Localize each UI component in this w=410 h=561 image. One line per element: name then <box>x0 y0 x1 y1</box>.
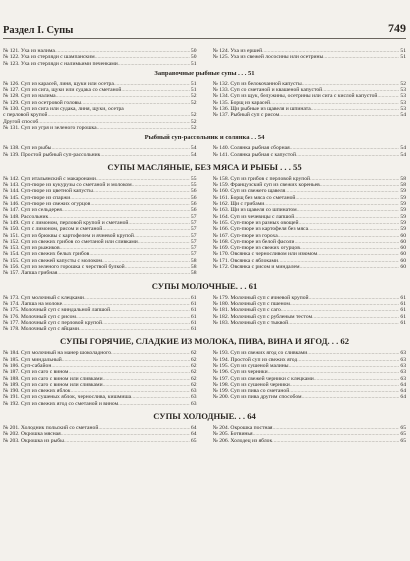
toc-entry-page: 58 <box>400 175 406 182</box>
toc-entry-page: 56 <box>190 201 197 208</box>
toc-entry-title: № 205. Ботвинья <box>212 431 253 438</box>
toc-entry-title: № 167. Суп-пюре из гороха <box>212 232 278 239</box>
toc-entry-page: 58 <box>400 182 406 189</box>
toc-entry-page: 60 <box>400 245 406 252</box>
toc-entry-page: 65 <box>400 437 406 444</box>
toc-entry <box>3 125 197 131</box>
toc-entry-page: 51 <box>190 80 197 87</box>
toc-entry-page: 63 <box>400 362 406 369</box>
leader-dots <box>118 401 190 407</box>
toc-entry-page: 61 <box>190 326 197 333</box>
section-title: СУПЫ МОЛОЧНЫЕ. . . 61 <box>151 280 258 291</box>
toc-entry-page: 61 <box>190 319 197 326</box>
running-header <box>3 20 406 39</box>
toc-entry-page: 54 <box>400 151 406 158</box>
toc-entry-title: № 140. Солянка рыбная сборная <box>212 145 290 152</box>
toc-entry-title: с перловой крупой <box>3 112 48 119</box>
leader-dots <box>272 438 399 444</box>
toc-entry-title: № 144. Суп-пюре из цветной капусты <box>3 188 93 195</box>
toc-entry-page: 51 <box>400 54 406 61</box>
section-title: СУПЫ ГОРЯЧИЕ, СЛАДКИЕ ИЗ МОЛОКА, ПИВА, ВИНА И ЯГОД. . . 62 <box>60 336 349 347</box>
toc-entry-title: № 202. Окрошка мясная <box>3 431 61 438</box>
toc-entry-page: 62 <box>190 362 197 369</box>
toc-entry-title: № 191. Суп из сушеных яблок, чернослива, кишмиша <box>3 394 132 401</box>
toc-entry-title: № 197. Суп из свежей черники с клецками <box>212 375 314 382</box>
toc-block <box>3 350 406 407</box>
toc-block <box>3 295 406 333</box>
toc-entry-title: № 179. Молочный суп с ячневой крупой <box>212 294 309 301</box>
toc-entry-title: № 186. Суп-сабайон <box>3 362 52 369</box>
toc-entry-title: № 126. Суп из карасей, линя, щуки или осетра <box>3 80 114 87</box>
toc-entry-page: 63 <box>400 375 406 382</box>
subsection-title: Заправочные рыбные супы . . . 51 <box>154 69 255 77</box>
toc-entry-title: № 152. Суп из свежих грибов со сметаной или сливками <box>3 238 138 245</box>
page-number: 749 <box>388 21 406 35</box>
toc-entry-title: № 153. Суп из рыжиков <box>3 245 60 252</box>
toc-entry-title: Другой способ <box>3 118 39 125</box>
toc-column-right <box>213 48 407 67</box>
toc-entry-title: № 128. Суп из налима <box>3 93 56 100</box>
toc-entry-title: № 145. Суп-пюре из спаржи <box>3 194 71 201</box>
toc-entry-title: № 150. Суп с лимоном, рисом и сметаной <box>3 226 103 233</box>
toc-column-left <box>3 176 197 277</box>
toc-entry-title: № 193. Суп из свежих ягод со сливками <box>212 350 308 357</box>
toc-entry-title: № 190. Суп из свежих яблок <box>3 388 71 395</box>
leader-dots <box>64 438 190 444</box>
toc-entry-title: № 199. Суп из пива со сметаной <box>212 388 290 395</box>
toc-entry-title: № 127. Суп из сига, щуки или судака со сметаной <box>3 87 122 94</box>
toc-entry-page: 54 <box>190 145 197 152</box>
toc-entry-title: № 125. Уха из свежей лососины или осетрины <box>212 54 324 61</box>
toc-entry <box>3 401 197 407</box>
toc-entry-title: № 168. Суп-пюре из белой фасоли <box>212 238 295 245</box>
toc-entry-title: № 123. Уха из стерляди с налимьими печенками <box>3 60 118 67</box>
toc-entry-page: 50 <box>190 48 197 54</box>
toc-entry-page: 54 <box>400 145 406 152</box>
section-title: СУПЫ ХОЛОДНЫЕ. . . 64 <box>153 411 256 422</box>
toc-entry-page: 63 <box>190 388 197 395</box>
toc-block <box>3 176 406 277</box>
toc-entry-page: 53 <box>400 99 406 106</box>
toc-entry-title: № 166. Суп-пюре из картофеля без мяса <box>212 226 309 233</box>
toc-entry-title: № 177. Молочный суп с перловой крупой <box>3 319 102 326</box>
toc-entry-title: № 133. Суп со сметаной и квашеной капустой <box>212 87 323 94</box>
toc-entry-page: 56 <box>190 194 197 201</box>
toc-block <box>3 81 406 131</box>
toc-column-left <box>3 48 197 67</box>
toc-entry-page: 64 <box>190 431 197 438</box>
toc-entry-page: 52 <box>190 99 197 106</box>
leader-dots <box>296 152 399 158</box>
toc-entry-title: № 148. Рассольник <box>3 213 49 220</box>
toc-entry <box>3 438 197 444</box>
toc-entry-title: № 137. Рыбный суп с рисом <box>212 112 280 119</box>
toc-entry-page: 63 <box>400 356 406 363</box>
toc-entry <box>213 54 407 60</box>
toc-entry-page: 58 <box>190 257 197 264</box>
toc-entry-title: № 195. Суп из сушеной малины <box>212 362 289 369</box>
toc-entry-title: № 170. Овсянка с черносливом или изюмом <box>212 251 318 258</box>
toc-entry-title: № 175. Молочный суп с миндальной лапшой <box>3 307 111 314</box>
toc-entry-page: 52 <box>190 93 197 100</box>
toc-entry-page: 64 <box>400 394 406 401</box>
toc-block <box>3 48 406 67</box>
toc-column-right <box>213 145 407 158</box>
toc-entry-page: 60 <box>400 238 406 245</box>
toc-entry-title: № 164. Суп из чечевицы с лапшой <box>212 213 295 220</box>
toc-entry-page: 55 <box>190 175 197 182</box>
toc-entry-page: 61 <box>190 307 197 314</box>
toc-entry-title: № 178. Молочный суп с яйцами <box>3 326 79 333</box>
toc-block <box>3 145 406 158</box>
toc-entry-page: 60 <box>400 251 406 258</box>
toc-entry-page: 51 <box>190 60 197 67</box>
toc-entry-title: № 122. Уха из стерляди с шампанским <box>3 54 95 61</box>
toc-entry-page: 57 <box>190 219 197 226</box>
toc-entry-title: № 143. Суп-пюре из кукурузы со сметаной и молоком <box>3 182 132 189</box>
toc-entry-title: № 160. Суп из свежего щавеля <box>212 188 286 195</box>
toc-entry-page: 54 <box>400 112 406 119</box>
toc-entry-page: 60 <box>400 232 406 239</box>
toc-entry-title: № 134. Суп из щук, белужины, осетрины или сига с кислой капустой <box>212 93 378 100</box>
toc-entry-title: № 183. Молочный суп с тыквой <box>212 319 289 326</box>
toc-entry-title: № 151. Суп из брюквы с картофелем и ячневой крупой <box>3 232 134 239</box>
toc-entry-title: № 139. Простой рыбный суп-рассольник <box>3 151 101 158</box>
toc-entry-title: № 135. Борщ из карасей <box>212 99 270 106</box>
toc-entry-page: 64 <box>190 425 197 432</box>
toc-entry-page: 53 <box>400 106 406 113</box>
toc-entry-page: 53 <box>400 93 406 100</box>
subsection-title: Рыбный суп-рассольник и солянка . . 54 <box>144 134 265 142</box>
toc-entry-title: № 154. Суп из свежих белых грибов <box>3 251 90 258</box>
toc-column-right <box>213 295 407 333</box>
toc-entry-page: 60 <box>400 264 406 271</box>
toc-entry-page: 52 <box>400 80 406 87</box>
toc-entry-page: 61 <box>400 319 406 326</box>
section-title: СУПЫ МАСЛЯНЫЕ, БЕЗ МЯСА И РЫБЫ . . . 55 <box>107 161 302 172</box>
leader-dots <box>279 112 399 118</box>
toc-entry-page: 63 <box>190 394 197 401</box>
toc-entry-page: 61 <box>190 313 197 320</box>
toc-entry-title: № 174. Лапша на молоке <box>3 300 63 307</box>
toc-entry-title: № 196. Суп из черники <box>212 369 268 376</box>
toc-entry-page: 57 <box>190 213 197 220</box>
toc-entry-page: 61 <box>190 294 197 301</box>
toc-entry-page: 61 <box>190 300 197 307</box>
toc-entry-page: 56 <box>190 188 197 195</box>
toc-entry-page: 59 <box>400 207 406 214</box>
toc-entry-title: № 181. Молочный суп с саго <box>212 307 281 314</box>
toc-entry-title: № 171. Овсянка с яблоками <box>212 257 279 264</box>
toc-entry-page: 62 <box>190 375 197 382</box>
toc-entry-page: 65 <box>400 425 406 432</box>
leader-dots <box>97 125 190 131</box>
leader-dots <box>118 61 190 67</box>
toc-entry-title: № 165. Суп-пюре из разных овощей <box>212 219 299 226</box>
toc-entry-title: № 173. Суп молочный с клецками <box>3 294 84 301</box>
toc-entry-page: 62 <box>190 369 197 376</box>
toc-entry-title: № 192. Суп из свежих ягод со сметаной и вином <box>3 400 119 407</box>
toc-entry-title: № 176. Молочный суп с рисом <box>3 313 76 320</box>
toc-entry <box>213 264 407 270</box>
toc-column-right <box>213 176 407 277</box>
toc-entry-title: № 158. Суп из грибов с перловой крупой <box>212 175 311 182</box>
toc-entry-title: № 124. Уха из ершей <box>212 48 263 54</box>
toc-entry-title: № 157. Лапша грибная <box>3 270 58 277</box>
toc-entry-page: 55 <box>190 182 197 189</box>
toc-entry-page: 56 <box>190 207 197 214</box>
toc-entry-page: 65 <box>400 431 406 438</box>
toc-entry-page: 59 <box>400 219 406 226</box>
toc-entry-title: № 180. Молочный суп с пшеном <box>212 300 290 307</box>
toc-entry-title: № 149. Суп с лимоном, перловой крупой и сметаной <box>3 219 129 226</box>
toc-entry-page: 58 <box>190 270 197 277</box>
toc-entry-title: № 162. Щи с грибами <box>212 201 265 208</box>
toc-entry-page: 62 <box>190 350 197 357</box>
toc-entry-title: № 147. Суп из сельдерея <box>3 207 62 214</box>
toc-entry-title: № 182. Молочный суп с рубленым тестом <box>212 313 313 320</box>
toc-entry-page: 62 <box>190 381 197 388</box>
toc-entry <box>213 320 407 326</box>
toc-entry-title: № 161. Борщ без мяса со сметаной <box>212 194 296 201</box>
toc-entry <box>3 326 197 332</box>
toc-entry-page: 63 <box>400 369 406 376</box>
toc-entry-title: № 206. Холодец из яблок <box>212 437 273 444</box>
toc-entry-page: 59 <box>400 226 406 233</box>
toc-entry-title: № 204. Окрошка постная <box>212 425 273 432</box>
toc-entry-title: № 188. Суп из саго с вином или сливками <box>3 375 103 382</box>
toc-entry-title: № 121. Уха из налима <box>3 48 55 54</box>
toc-entry <box>213 152 407 158</box>
toc-entry-title: № 163. Щи из щавеля со шпинатом <box>212 207 297 214</box>
section-heading: Раздел I. Супы <box>3 25 74 36</box>
toc-entry-title: № 136. Щи рыбные из щавеля и шпината <box>212 106 311 113</box>
toc-entry-page: 50 <box>190 54 197 61</box>
toc-entry-title: № 156. Суп из зеленого горошка с черствой булкой <box>3 264 125 271</box>
toc-entry-page: 51 <box>400 48 406 54</box>
toc-entry-page: 64 <box>400 388 406 395</box>
toc-entry-page: 57 <box>190 238 197 245</box>
toc-entry-page: 61 <box>400 313 406 320</box>
toc-entry <box>3 270 197 276</box>
toc-entry-page: 57 <box>190 251 197 258</box>
toc-entry-title: № 155. Суп из свежей капусты с молоком <box>3 257 102 264</box>
toc-entry-title: № 187. Суп из саго с вином <box>3 369 69 376</box>
toc-entry <box>3 152 197 158</box>
leader-dots <box>300 264 400 270</box>
toc-entry-title: № 201. Холодник польский со сметаной <box>3 425 99 432</box>
toc-entry <box>213 438 407 444</box>
toc-entry-title: № 198. Суп из сушеной черники <box>212 381 290 388</box>
toc-entry-page: 52 <box>190 112 197 119</box>
toc-column-right <box>213 425 407 444</box>
toc-entry-title: № 131. Суп из угря и зеленого горошка <box>3 124 97 131</box>
toc-entry-title: № 142. Суп итальянский с макаронами <box>3 175 96 182</box>
leader-dots <box>288 320 399 326</box>
toc-entry-title: № 184. Суп молочный на манер шоколадного <box>3 350 112 357</box>
toc-column-right <box>213 350 407 407</box>
toc-entry-title: № 169. Суп-пюре из свежих огурцов <box>212 245 300 252</box>
toc-entry-page: 53 <box>400 87 406 94</box>
leader-dots <box>57 270 190 276</box>
leader-dots <box>302 394 400 400</box>
toc-entry-page: 59 <box>400 194 406 201</box>
toc-entry-page: 51 <box>190 87 197 94</box>
toc-entry-page: 59 <box>400 188 406 195</box>
toc-body <box>3 48 406 444</box>
toc-entry-title: № 141. Солянка рыбная с капустой <box>212 151 296 158</box>
toc-entry-title: № 130. Суп из сига или судака, линя, щуки, осетра <box>3 106 124 113</box>
toc-entry-page: 63 <box>190 400 197 407</box>
toc-entry-page: 61 <box>400 300 406 307</box>
toc-entry-page: 57 <box>190 232 197 239</box>
toc-entry-title: № 129. Суп из осетровой головы <box>3 99 82 106</box>
toc-entry <box>3 61 197 67</box>
toc-entry-title: № 203. Окрошка из рыбы <box>3 437 64 444</box>
toc-entry-page: 61 <box>400 294 406 301</box>
toc-entry-page: 54 <box>190 151 197 158</box>
toc-entry-page: 52 <box>190 118 197 125</box>
toc-entry-title: № 132. Суп из белокочанной капусты <box>212 80 302 87</box>
toc-column-left <box>3 145 197 158</box>
leader-dots <box>79 326 190 332</box>
toc-column-right <box>213 81 407 131</box>
toc-entry-page: 60 <box>400 257 406 264</box>
toc-column-left <box>3 295 197 333</box>
toc-block <box>3 425 406 444</box>
toc-entry-page: 58 <box>190 264 197 271</box>
leader-dots <box>100 152 190 158</box>
toc-entry-page: 52 <box>190 124 197 131</box>
toc-entry-title: № 159. Французский суп из свежих кореньев <box>212 182 320 189</box>
toc-entry-title: № 172. Овсянка с рисом и миндалем <box>212 264 300 271</box>
toc-entry-page: 57 <box>190 226 197 233</box>
toc-entry-title: № 194. Простой суп из свежих ягод <box>212 356 298 363</box>
toc-entry-title: № 146. Суп-пюре из свежих огурцов <box>3 201 91 208</box>
toc-entry-page: 62 <box>190 356 197 363</box>
toc-entry-title: № 185. Суп миндальный <box>3 356 62 363</box>
toc-entry-page: 65 <box>190 437 197 444</box>
toc-entry-page: 59 <box>400 213 406 220</box>
toc-entry-title: № 189. Суп из саго с вином или сливками <box>3 381 103 388</box>
toc-column-left <box>3 425 197 444</box>
toc-column-left <box>3 81 197 131</box>
toc-entry-page: 57 <box>190 245 197 252</box>
toc-column-left <box>3 350 197 407</box>
toc-entry-title: № 200. Суп из пива другим способом <box>212 394 302 401</box>
toc-entry-page: 63 <box>400 350 406 357</box>
toc-entry-page: 64 <box>400 381 406 388</box>
leader-dots <box>323 54 399 60</box>
toc-entry-page: 59 <box>400 201 406 208</box>
toc-entry <box>213 112 407 118</box>
toc-entry <box>213 394 407 400</box>
toc-entry-page: 61 <box>400 307 406 314</box>
toc-entry-title: № 138. Суп из рыбы <box>3 145 52 152</box>
